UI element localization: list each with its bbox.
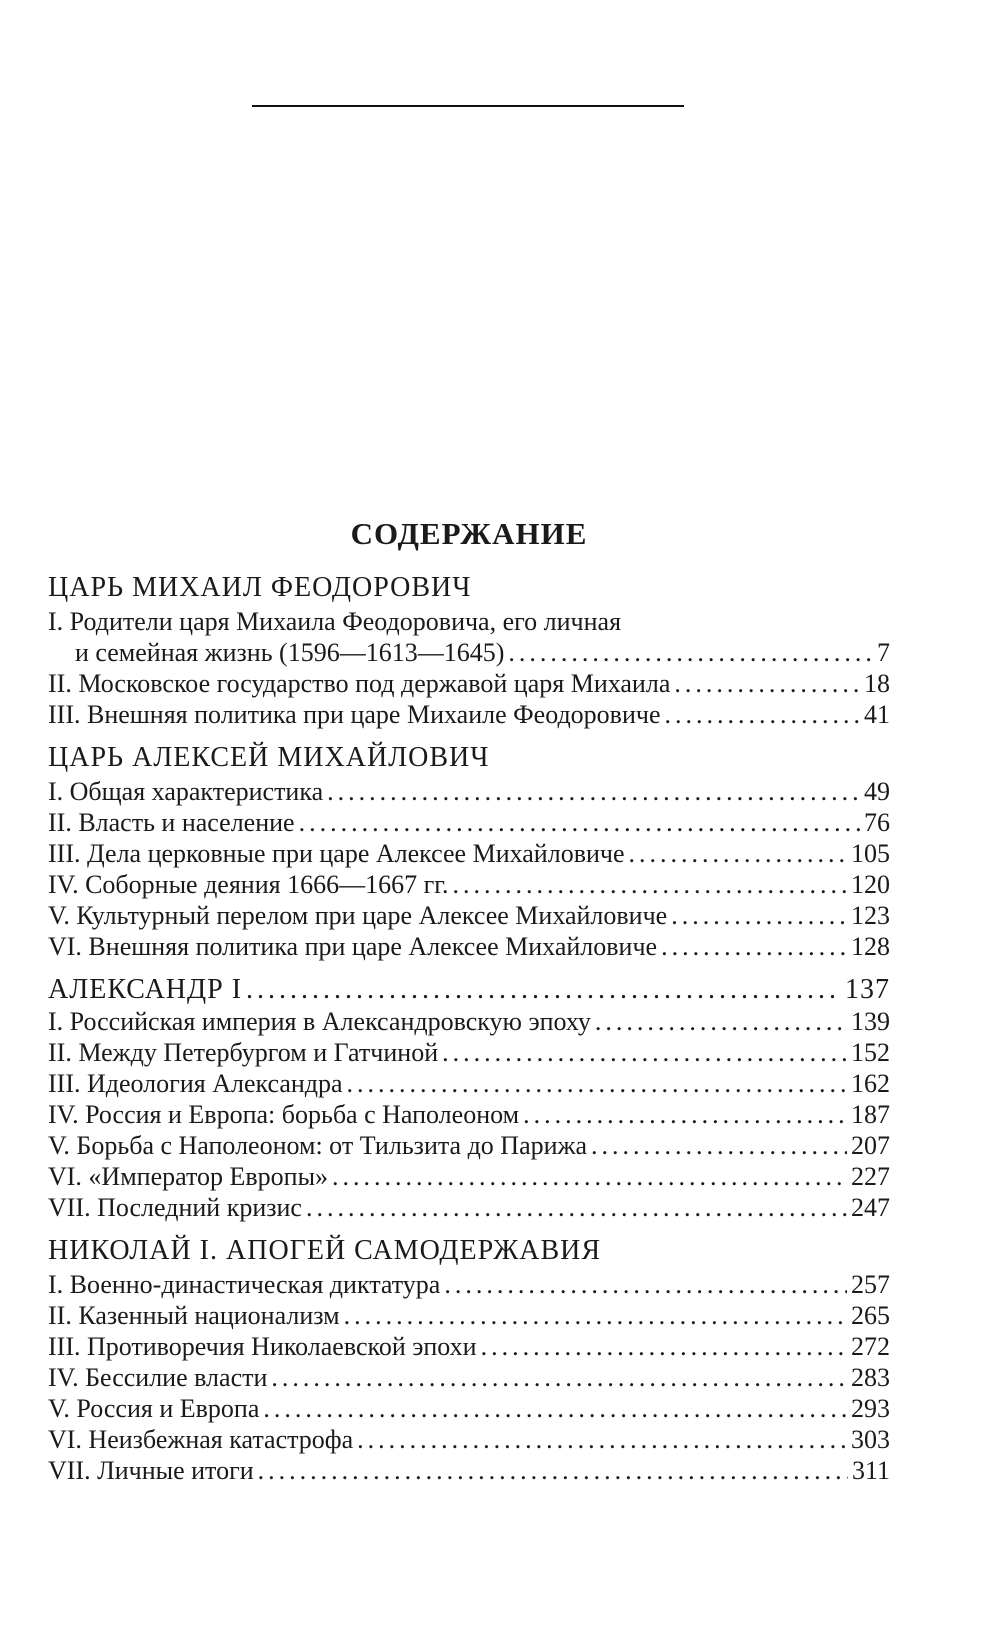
entry-title: II. Власть и население: [48, 808, 295, 837]
page-number: 123: [851, 901, 890, 930]
page-number: 120: [851, 870, 890, 899]
entry-title: III. Внешняя политика при царе Михаиле Феодоровиче: [48, 700, 661, 729]
section-heading: ЦАРЬ МИХАИЛ ФЕОДОРОВИЧ: [48, 572, 472, 603]
page-number: 152: [851, 1038, 890, 1067]
toc-entry[interactable]: [48, 807, 890, 838]
entry-title: III. Идеология Александра: [48, 1069, 343, 1098]
toc-entry[interactable]: [48, 1331, 890, 1362]
entry-title: III. Дела церковные при царе Алексее Михайловиче: [48, 839, 625, 868]
leader-dots: [357, 1424, 847, 1455]
page-number: 49: [864, 777, 890, 806]
toc-entry[interactable]: [48, 869, 890, 900]
page-number: 257: [851, 1270, 890, 1299]
section-mikhail: [48, 572, 890, 730]
page-number: 311: [851, 1456, 890, 1485]
leader-dots: [271, 1362, 847, 1393]
entry-title: II. Казенный национализм: [48, 1301, 340, 1330]
toc-entry[interactable]: [48, 699, 890, 730]
leader-dots: [246, 974, 841, 1006]
toc-entry[interactable]: [48, 1455, 890, 1486]
page-number: 207: [851, 1131, 890, 1160]
toc-entry[interactable]: [48, 838, 890, 869]
entry-title: I. Родители царя Михаила Феодоровича, его личная: [48, 607, 622, 636]
entry-title: II. Московское государство под державой царя Михаила: [48, 669, 671, 698]
page-number: 137: [845, 974, 890, 1005]
toc-entry[interactable]: [48, 776, 890, 807]
leader-dots: [442, 1037, 847, 1068]
toc-entry[interactable]: [48, 1269, 890, 1300]
leader-dots: [523, 1099, 847, 1130]
leader-dots: [661, 931, 847, 962]
leader-dots: [263, 1393, 847, 1424]
leader-dots: [332, 1161, 847, 1192]
leader-dots: [306, 1192, 847, 1223]
entry-title: IV. Соборные деяния 1666—1667 гг.: [48, 870, 449, 899]
leader-dots: [327, 776, 860, 807]
section-heading: ЦАРЬ АЛЕКСЕЙ МИХАЙЛОВИЧ: [48, 742, 490, 773]
section-nikolai: [48, 1235, 890, 1486]
leader-dots: [481, 1331, 847, 1362]
entry-title: III. Противоречия Николаевской эпохи: [48, 1332, 477, 1361]
page-number: 265: [851, 1301, 890, 1330]
page-number: 162: [851, 1069, 890, 1098]
leader-dots: [453, 869, 848, 900]
page-number: 293: [851, 1394, 890, 1423]
page-number: 303: [851, 1425, 890, 1454]
toc-entry[interactable]: [48, 1300, 890, 1331]
toc-entry[interactable]: [48, 1393, 890, 1424]
toc-entry[interactable]: [48, 1130, 890, 1161]
entry-title: I. Военно-династическая диктатура: [48, 1270, 441, 1299]
entry-title: VII. Личные итоги: [48, 1456, 254, 1485]
section-aleksei: [48, 742, 890, 962]
leader-dots: [674, 668, 860, 699]
entry-title: IV. Россия и Европа: борьба с Наполеоном: [48, 1100, 520, 1129]
page-number: 128: [851, 932, 890, 961]
toc-entry[interactable]: [48, 1424, 890, 1455]
leader-dots: [595, 1006, 847, 1037]
page-number: 227: [851, 1162, 890, 1191]
toc-entry[interactable]: [48, 1099, 890, 1130]
toc-entry[interactable]: [48, 1192, 890, 1223]
table-of-contents: [48, 512, 890, 1498]
page-number: 18: [864, 669, 890, 698]
toc-entry[interactable]: [48, 1037, 890, 1068]
entry-title: IV. Бессилие власти: [48, 1363, 268, 1392]
toc-entry[interactable]: [48, 1068, 890, 1099]
page-number: 7: [877, 638, 890, 667]
entry-title: VI. «Император Европы»: [48, 1162, 329, 1191]
leader-dots: [444, 1269, 847, 1300]
section-heading: АЛЕКСАНДР I: [48, 974, 243, 1005]
leader-dots: [508, 637, 873, 668]
entry-title: V. Россия и Европа: [48, 1394, 260, 1423]
toc-entry[interactable]: [48, 606, 890, 668]
toc-entry[interactable]: [48, 1006, 890, 1037]
leader-dots: [299, 807, 860, 838]
entry-title: V. Культурный перелом при царе Алексее Михайловиче: [48, 901, 668, 930]
entry-title: VI. Неизбежная катастрофа: [48, 1425, 354, 1454]
page-number: 272: [851, 1332, 890, 1361]
page-number: 41: [864, 700, 890, 729]
toc-entry[interactable]: [48, 668, 890, 699]
page-number: 105: [851, 839, 890, 868]
leader-dots: [629, 838, 847, 869]
leader-dots: [258, 1455, 848, 1486]
leader-dots: [347, 1068, 847, 1099]
toc-title: СОДЕРЖАНИЕ: [350, 516, 588, 551]
page-number: 283: [851, 1363, 890, 1392]
page-number: 247: [851, 1193, 890, 1222]
section-aleksandr: [48, 974, 890, 1223]
entry-title: VII. Последний кризис: [48, 1193, 302, 1222]
section-heading: НИКОЛАЙ I. АПОГЕЙ САМОДЕРЖАВИЯ: [48, 1235, 602, 1266]
leader-dots: [671, 900, 847, 931]
section-heading-entry[interactable]: [48, 974, 890, 1006]
leader-dots: [344, 1300, 847, 1331]
entry-title: I. Российская империя в Александровскую эпоху: [48, 1007, 591, 1036]
toc-entry[interactable]: [48, 1362, 890, 1393]
toc-entry[interactable]: [48, 931, 890, 962]
page-number: 76: [864, 808, 890, 837]
leader-dots: [665, 699, 861, 730]
leader-dots: [591, 1130, 847, 1161]
top-rule: [252, 105, 684, 107]
entry-title: II. Между Петербургом и Гатчиной: [48, 1038, 439, 1067]
page-number: 187: [851, 1100, 890, 1129]
entry-title: VI. Внешняя политика при царе Алексее Михайловиче: [48, 932, 658, 961]
toc-entry[interactable]: [48, 1161, 890, 1192]
entry-title: I. Общая характеристика: [48, 777, 324, 806]
toc-entry[interactable]: [48, 900, 890, 931]
entry-title: V. Борьба с Наполеоном: от Тильзита до Парижа: [48, 1131, 588, 1160]
page-number: 139: [851, 1007, 890, 1036]
entry-title-continued: и семейная жизнь (1596—1613—1645): [75, 638, 505, 667]
